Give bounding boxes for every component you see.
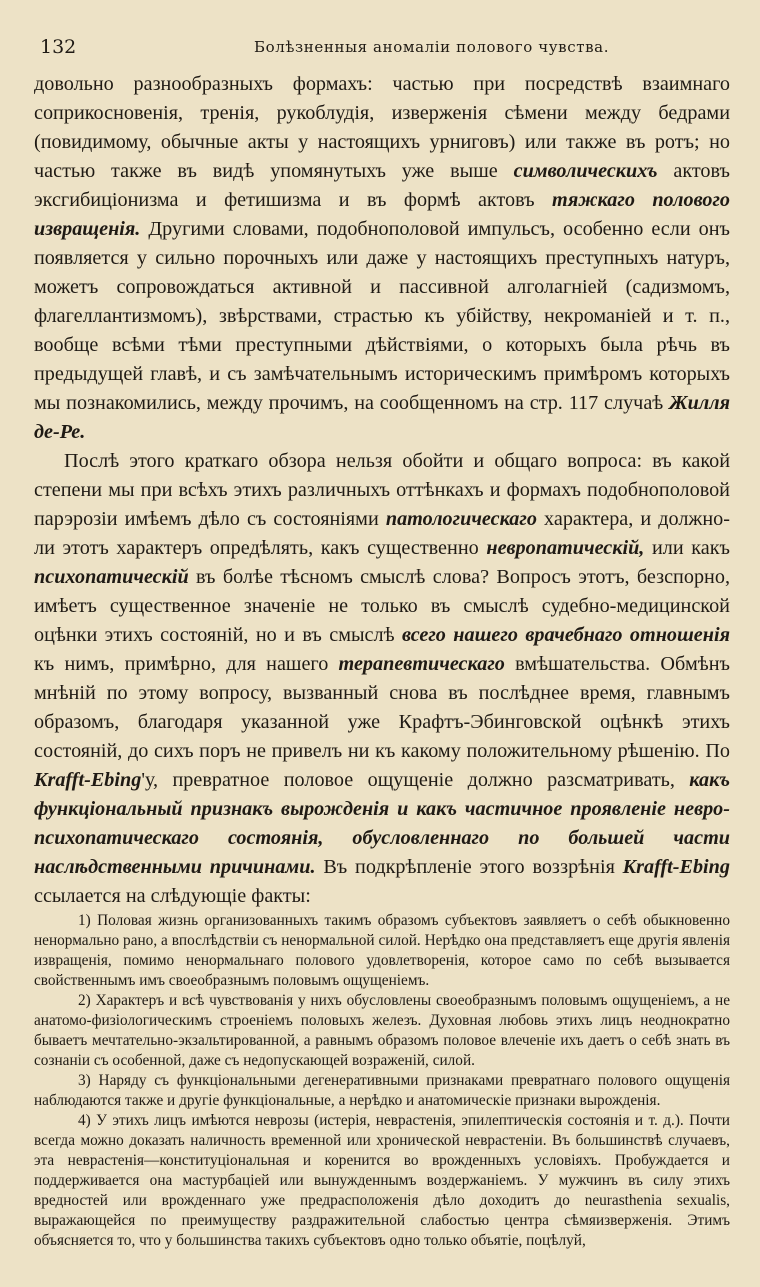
text-run: Другими словами, подобнополовой импульсъ, особенно если онъ появляется у сильно порочныхъ или даже у настоящихъ преступныхъ натуръ, можетъ сопровождаться активной и пассивной алголагніей (садизмомъ, флагеллантизмомъ), звѣрствами, страстью къ убійству, некроманіей и т. п., вообще всѣми тѣми преступными дѣйствіями, о которыхъ была рѣчь въ предыдущей главѣ, и съ замѣчательнымъ историческимъ примѣромъ которыхъ мы познакомились, между прочимъ, на сообщенномъ на стр. 117 случаѣ bbox=[34, 218, 730, 414]
emphasized-text: терапевтическаго bbox=[338, 653, 505, 675]
emphasized-text: Krafft-Ebing bbox=[622, 856, 730, 878]
emphasized-text: Krafft-Ebing bbox=[34, 769, 142, 791]
numbered-notes bbox=[34, 911, 730, 1251]
running-title: Болѣзненныя аномаліи полового чувства. bbox=[254, 38, 610, 56]
emphasized-text: всего нашего врачебнаго отношенія bbox=[401, 624, 730, 646]
note-item: 4) У этихъ лицъ имѣются неврозы (истерія, неврастенія, эпилептическія состоянія и т. д.). Почти всегда можно доказать наличность временной или хронической неврастеніи. Въ большинствѣ случаевъ, эта неврастенія—конституціональная и коренится во врожденныхъ условіяхъ. Пробуждается и поддерживается она мастурбаціей или вынужденнымъ воздержаніемъ. У мужчинъ въ силу этихъ вредностей или врожденнаго уже предрасположенія дѣло доходитъ до neurasthenia sexualis, выражающейся по преимуществу раздражительной слабостью центра сѣмяизверженія. Этимъ объясняется то, что у большинства такихъ субъектовъ одно только объятіе, поцѣлуй, bbox=[34, 1112, 730, 1249]
emphasized-text: тяжкаго полового извращенія. bbox=[34, 189, 730, 240]
emphasized-text: символическихъ bbox=[513, 160, 658, 182]
emphasized-text: патологическаго bbox=[385, 508, 537, 530]
text-run: вмѣшательства. Обмѣнъ мнѣній по этому вопросу, вызванный снова въ послѣднее время, главнымъ образомъ, благодаря указанной уже Крафтъ-Эбинговской оцѣнкѣ этихъ состояній, до сихъ поръ не привелъ ни къ какому положительному рѣшенію. По bbox=[34, 653, 730, 762]
text-run: Въ подкрѣпленіе этого воззрѣнія bbox=[315, 856, 623, 878]
note-item: 2) Характеръ и всѣ чувствованія у нихъ обусловлены своеобразнымъ половымъ ощущеніемъ, а не анатомо-физіологическимъ строеніемъ половыхъ железъ. Духовная любовь этихъ лицъ неоднократно бываетъ мечтательно-экзальтированной, а равнымъ образомъ половое влеченіе ихъ даетъ о себѣ знать въ сознаніи съ особенной, даже съ недопускающей возраженій, силой. bbox=[34, 992, 730, 1069]
text-run: или какъ bbox=[644, 537, 730, 559]
text-run: ссылается на слѣдующіе факты: bbox=[34, 885, 311, 907]
note-item: 1) Половая жизнь организованныхъ такимъ образомъ субъектовъ заявляетъ о себѣ обыкновенно ненормально рано, а впослѣдствіи съ ненормальной силой. Нерѣдко она представляетъ еще другія явленія извращенія, помимо ненормальнаго полового удовлетворенія, которое само по себѣ вызывается свойственнымъ имъ своеобразнымъ половымъ ощущеніемъ. bbox=[34, 912, 730, 989]
text-run: Послѣ этого краткаго обзора нельзя обойти и общаго вопроса: въ какой степени мы при всѣхъ этихъ различныхъ оттѣнкахъ и формахъ подобнополовой парэрозіи имѣемъ дѣло съ состояніями bbox=[34, 450, 730, 530]
emphasized-text: невропатическій, bbox=[486, 537, 645, 559]
page-number: 132 bbox=[40, 36, 77, 58]
emphasized-text: Жилля де-Ре. bbox=[34, 392, 730, 443]
text-run: актовъ эксгибиціонизма и фетишизма и въ формѣ актовъ bbox=[34, 160, 730, 211]
paragraph bbox=[34, 447, 730, 911]
page-header bbox=[34, 36, 730, 70]
note-item: 3) Наряду съ функціональными дегенеративными признаками превратнаго полового ощущенія наблюдаются также и другіе функціональные, а нерѣдко и анатомическіе признаки вырожденія. bbox=[34, 1072, 730, 1109]
text-run: характера, и должно-ли этотъ характеръ опредѣлять, какъ существенно bbox=[34, 508, 730, 559]
text-run: къ нимъ, примѣрно, для нашего bbox=[34, 653, 339, 675]
text-run: довольно разнообразныхъ формахъ: частью при посредствѣ взаимнаго соприкосновенія, тренія, рукоблудія, изверженія сѣмени между бедрами (повидимому, обычные акты у настоящихъ урниговъ) или также въ ротъ; но частью также въ видѣ упомянутыхъ уже выше bbox=[34, 73, 730, 182]
text-run: 'у, превратное половое ощущеніе должно разсматривать, bbox=[141, 769, 690, 791]
emphasized-text: какъ функціональный признакъ вырожденія и какъ частичное проявленіе невро-психопатическаго состоянія, обусловленнаго по большей части наслѣдственными причинами. bbox=[34, 769, 730, 878]
body-text bbox=[34, 70, 730, 911]
emphasized-text: психопатическій bbox=[34, 566, 189, 588]
paragraph bbox=[34, 70, 730, 447]
text-run: въ болѣе тѣсномъ смыслѣ слова? Вопросъ этотъ, безспорно, имѣетъ существенное значеніе не только въ смыслѣ судебно-медицинской оцѣнки этихъ состояній, но и въ смыслѣ bbox=[34, 566, 730, 646]
